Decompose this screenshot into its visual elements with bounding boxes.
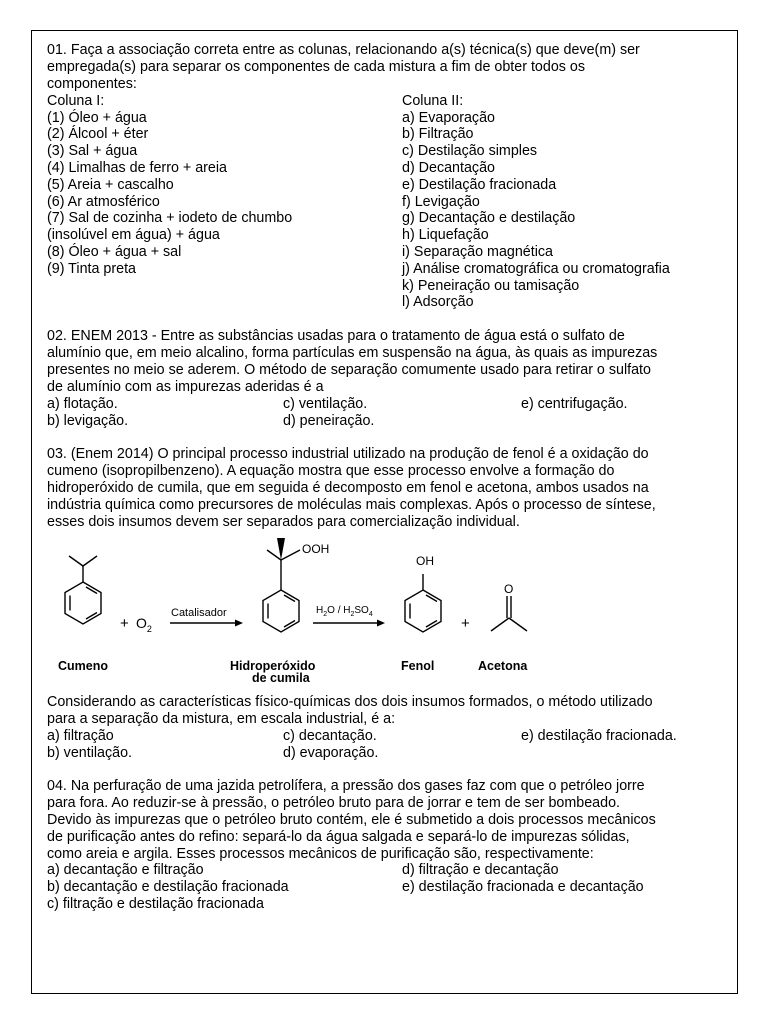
q2-option-d: d) peneiração. <box>283 413 375 429</box>
q4-option-c: c) filtração e destilação fracionada <box>47 896 264 912</box>
q2-stem-line-3: presentes no meio se aderem. O método de separação comumente usado para retirar o sulfato <box>47 362 651 378</box>
q1-column-1-item: (3) Sal + água <box>47 143 138 159</box>
q1-column-2-item: j) Análise cromatográfica ou cromatografia <box>402 261 670 277</box>
arrowhead-2 <box>377 620 385 627</box>
q3-option-a: a) filtração <box>47 728 114 744</box>
q4-stem-line-5: como areia e argila. Esses processos mecânicos de purificação são, respectivamente: <box>47 846 594 862</box>
q1-column-1-item: (8) Óleo + água + sal <box>47 244 182 260</box>
q1-column-2-item: g) Decantação e destilação <box>402 210 576 226</box>
q1-column-1-item: (1) Óleo + água <box>47 110 147 126</box>
q1-column-1-item: (9) Tinta preta <box>47 261 136 277</box>
q1-column-2-item: c) Destilação simples <box>402 143 538 159</box>
q1-column-2-item: h) Liquefação <box>402 227 489 243</box>
q3-option-b: b) ventilação. <box>47 745 133 761</box>
q1-column-1-title: Coluna I: <box>47 93 105 109</box>
ketone-oxygen-label: O <box>504 582 514 596</box>
q3-option-c: c) decantação. <box>283 728 377 744</box>
q2-stem-line-2: alumínio que, em meio alcalino, forma partículas em suspensão na água, às quais as impurezas <box>47 345 658 361</box>
q2-stem-line-1: 02. ENEM 2013 - Entre as substâncias usadas para o tratamento de água está o sulfato de <box>47 328 625 344</box>
q1-column-1-item: (2) Álcool + éter <box>47 126 149 142</box>
q2-option-c: c) ventilação. <box>283 396 368 412</box>
oh-group-label: OH <box>416 554 434 568</box>
q1-column-2-item: e) Destilação fracionada <box>402 177 557 193</box>
q1-column-2-item: f) Levigação <box>402 194 480 210</box>
q3-stem-line-1: 03. (Enem 2014) O principal processo industrial utilizado na produção de fenol é a oxidação do <box>47 446 649 462</box>
q1-column-2-item: k) Peneiração ou tamisação <box>402 278 580 294</box>
q4-stem-line-1: 04. Na perfuração de uma jazida petrolífera, a pressão dos gases faz com que o petróleo jorre <box>47 778 645 794</box>
ooh-group-label: OOH <box>302 542 330 556</box>
plus-sign-2: + <box>461 615 470 632</box>
q1-column-1-item: (7) Sal de cozinha + iodeto de chumbo <box>47 210 293 226</box>
reaction-diagram <box>40 538 600 688</box>
wedge-bond <box>277 538 285 560</box>
oxygen-reagent: $O_2$ <box>136 615 152 634</box>
phenol-label: Fenol <box>401 659 435 673</box>
q4-stem-line-4: de purificação antes do refino: separá-lo da água salgada e separá-lo de impurezas sólidas, <box>47 829 630 845</box>
q3-stem-line-4: indústria química como precursores de moléculas mais complexas. Após o processo de síntese, <box>47 497 656 513</box>
arrowhead-1 <box>235 620 243 627</box>
q1-stem-line-2: empregada(s) para separar os componentes de cada mistura a fim de obter todos os <box>47 59 586 75</box>
cumene-label: Cumeno <box>58 659 108 673</box>
q2-option-b: b) levigação. <box>47 413 129 429</box>
q4-option-a: a) decantação e filtração <box>47 862 204 878</box>
q1-column-2-title: Coluna II: <box>402 93 464 109</box>
q1-column-1-item: (6) Ar atmosférico <box>47 194 160 210</box>
hydroperoxide-label-line-2: de cumila <box>252 671 310 685</box>
q3-stem-line-2: cumeno (isopropilbenzeno). A equação mostra que esse processo envolve a formação do <box>47 463 615 479</box>
q3-option-e: e) destilação fracionada. <box>521 728 677 744</box>
q3-stem-line-3: hidroperóxido de cumila, que em seguida é decomposto em fenol e acetona, ambos usados na <box>47 480 649 496</box>
q2-option-e: e) centrifugação. <box>521 396 628 412</box>
q1-stem-line-1: 01. Faça a associação correta entre as colunas, relacionando a(s) técnica(s) que deve(m) ser <box>47 42 640 58</box>
q4-option-e: e) destilação fracionada e decantação <box>402 879 644 895</box>
q1-column-2-item: i) Separação magnética <box>402 244 553 260</box>
q2-option-a: a) flotação. <box>47 396 118 412</box>
cumene-benzene-ring <box>65 556 101 624</box>
hydroperoxide-benzene-ring <box>263 550 300 632</box>
q1-column-1-item: (insolúvel em água) + água <box>47 227 220 243</box>
q3-stem-line-5: esses dois insumos devem ser separados para comercialização individual. <box>47 514 520 530</box>
q2-stem-line-4: de alumínio com as impurezas aderidas é a <box>47 379 324 395</box>
q1-column-1-item: (5) Areia + cascalho <box>47 177 174 193</box>
hydroperoxide-label-line-1: Hidroperóxido <box>230 659 316 673</box>
q1-column-2-item: l) Adsorção <box>402 294 474 310</box>
acetone-label: Acetona <box>478 659 528 673</box>
plus-sign-1: + <box>120 615 129 632</box>
catalyst-label: Catalisador <box>171 607 227 619</box>
acetone-structure <box>491 596 527 631</box>
q1-stem-line-3: componentes: <box>47 76 137 92</box>
q4-stem-line-3: Devido às impurezas que o petróleo bruto contém, ele é submetido a dois processos mecânicos <box>47 812 656 828</box>
q4-option-b: b) decantação e destilação fracionada <box>47 879 289 895</box>
q1-column-2-item: b) Filtração <box>402 126 474 142</box>
q1-column-2-item: d) Decantação <box>402 160 495 176</box>
q4-stem-line-2: para fora. Ao reduzir-se à pressão, o petróleo bruto para de jorrar e tem de ser bombeado. <box>47 795 620 811</box>
phenol-benzene-ring <box>405 574 441 632</box>
q4-option-d: d) filtração e decantação <box>402 862 559 878</box>
acid-water-reagent: $H_2O / H_2SO_4$ <box>316 605 373 618</box>
q3-question-line-2: para a separação da mistura, em escala industrial, é a: <box>47 711 396 727</box>
q1-column-2-item: a) Evaporação <box>402 110 495 126</box>
q3-question-line-1: Considerando as características físico-químicas dos dois insumos formados, o método utilizado <box>47 694 653 710</box>
q3-option-d: d) evaporação. <box>283 745 379 761</box>
q1-column-1-item: (4) Limalhas de ferro + areia <box>47 160 227 176</box>
